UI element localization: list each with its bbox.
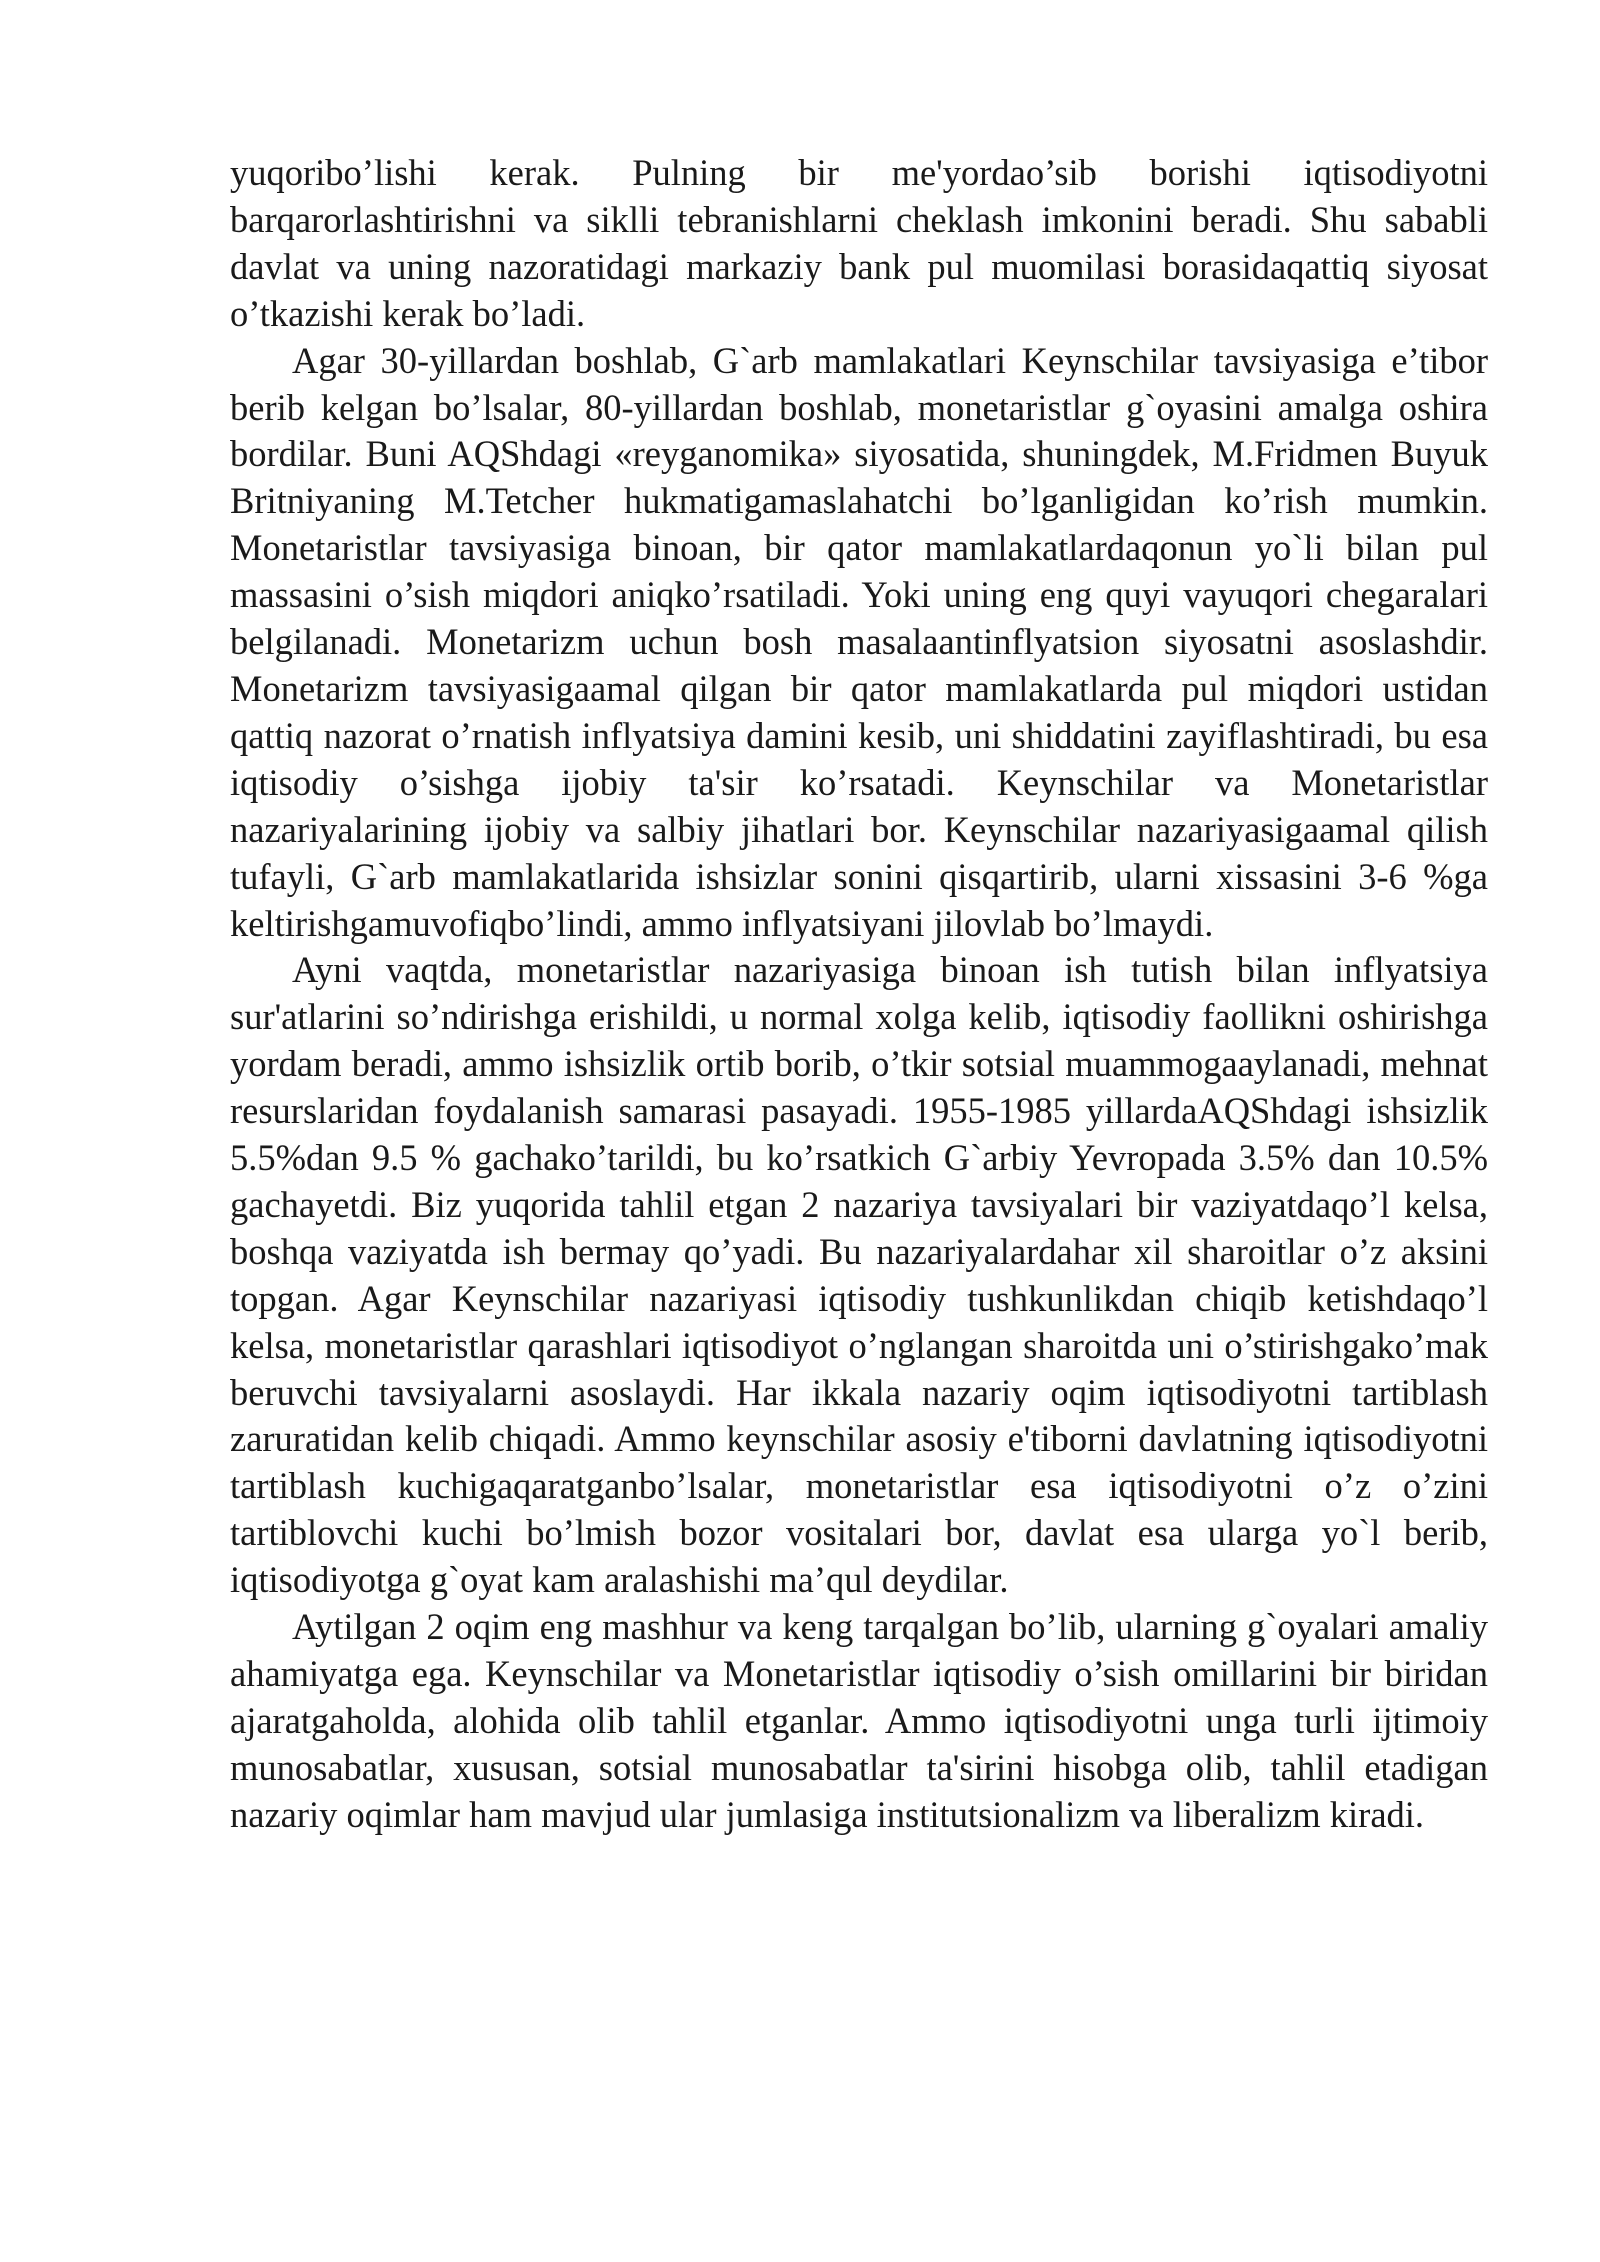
paragraph-keynesians-monetarists: Agar 30-yillardan boshlab, G`arb mamlakatlari Keynschilar tavsiyasiga e’tibor berib kelgan bo’lsalar, 80-yillardan boshlab, monetaristlar g`oyasini amalga oshira bordilar. Buni AQShdagi «reyganomika» siyosatida, shuningdek, M.Fridmen Buyuk Britniyaning M.Tetcher hukmatigamaslahatchi bo’lganligidan ko’rish mumkin. Monetaristlar tavsiyasiga binoan, bir qator mamlakatlardaqonun yo`li bilan pul massasini o’sish miqdori aniqko’rsatiladi. Yoki uning eng quyi vayuqori chegaralari belgilanadi. Monetarizm uchun bosh masalaantinflyatsion siyosatni asoslashdir. Monetarizm tavsiyasigaamal qilgan bir qator mamlakatlarda pul miqdori ustidan qattiq nazorat o’rnatish inflyatsiya damini kesib, uni shiddatini zayiflashtiradi, bu esa iqtisodiy o’sishga ijobiy ta'sir ko’rsatadi. Keynschilar va Monetaristlar nazariyalarining ijobiy va salbiy jihatlari bor. Keynschilar nazariyasigaamal qilish tufayli, G`arb mamlakatlarida ishsizlar sonini qisqartirib, ularni xissasini 3-6 %ga keltirishgamuvofiqbo’lindi, ammo inflyatsiyani jilovlab bo’lmaydi. <box>230 339 1488 944</box>
paragraph-two-schools: Aytilgan 2 oqim eng mashhur va keng tarqalgan bo’lib, ularning g`oyalari amaliy ahamiyatga ega. Keynschilar va Monetaristlar iqtisodiy o’sish omillarini bir biridan ajaratgaholda, alohida olib tahlil etganlar. Ammo iqtisodiyotni unga turli ijtimoiy munosabatlar, xususan, sotsial munosabatlar ta'sirini hisobga olib, tahlil etadigan nazariy oqimlar ham mavjud ular jumlasiga institutsionalizm va liberalizm kiradi. <box>230 1606 1488 1835</box>
paragraph-continuation: yuqoribo’lishi kerak. Pulning bir me'yordao’sib borishi iqtisodiyotni barqarorlashtirishni va siklli tebranishlarni cheklash imkonini beradi. Shu sababli davlat va uning nazoratidagi markaziy bank pul muomilasi borasidaqattiq siyosat o’tkazishi kerak bo’ladi. <box>230 152 1488 334</box>
paragraph-monetarist-results: Ayni vaqtda, monetaristlar nazariyasiga binoan ish tutish bilan inflyatsiya sur'atlarini so’ndirishga erishildi, u normal xolga kelib, iqtisodiy faollikni oshirishga yordam beradi, ammo ishsizlik ortib borib, o’tkir sotsial muammogaaylanadi, mehnat resurslaridan foydalanish samarasi pasayadi. 1955-1985 yillardaAQShdagi ishsizlik 5.5%dan 9.5 % gachako’tarildi, bu ko’rsatkich G`arbiy Yevropada 3.5% dan 10.5% gachayetdi. Biz yuqorida tahlil etgan 2 nazariya tavsiyalari bir vaziyatdaqo’l kelsa, boshqa vaziyatda ish bermay qo’yadi. Bu nazariyalardahar xil sharoitlar o’z aksini topgan. Agar Keynschilar nazariyasi iqtisodiy tushkunlikdan chiqib ketishdaqo’l kelsa, monetaristlar qarashlari iqtisodiyot o’nglangan sharoitda uni o’stirishgako’mak beruvchi tavsiyalarni asoslaydi. Har ikkala nazariy oqim iqtisodiyotni tartiblash zaruratidan kelib chiqadi. Ammo keynschilar asosiy e'tiborni davlatning iqtisodiyotni tartiblash kuchigaqaratganbo’lsalar, monetaristlar esa iqtisodiyotni o’z o’zini tartiblovchi kuchi bo’lmish bozor vositalari bor, davlat esa ularga yo`l berib, iqtisodiyotga g`oyat kam aralashishi ma’qul deydilar. <box>230 949 1488 1601</box>
body-text <box>230 150 1488 1839</box>
